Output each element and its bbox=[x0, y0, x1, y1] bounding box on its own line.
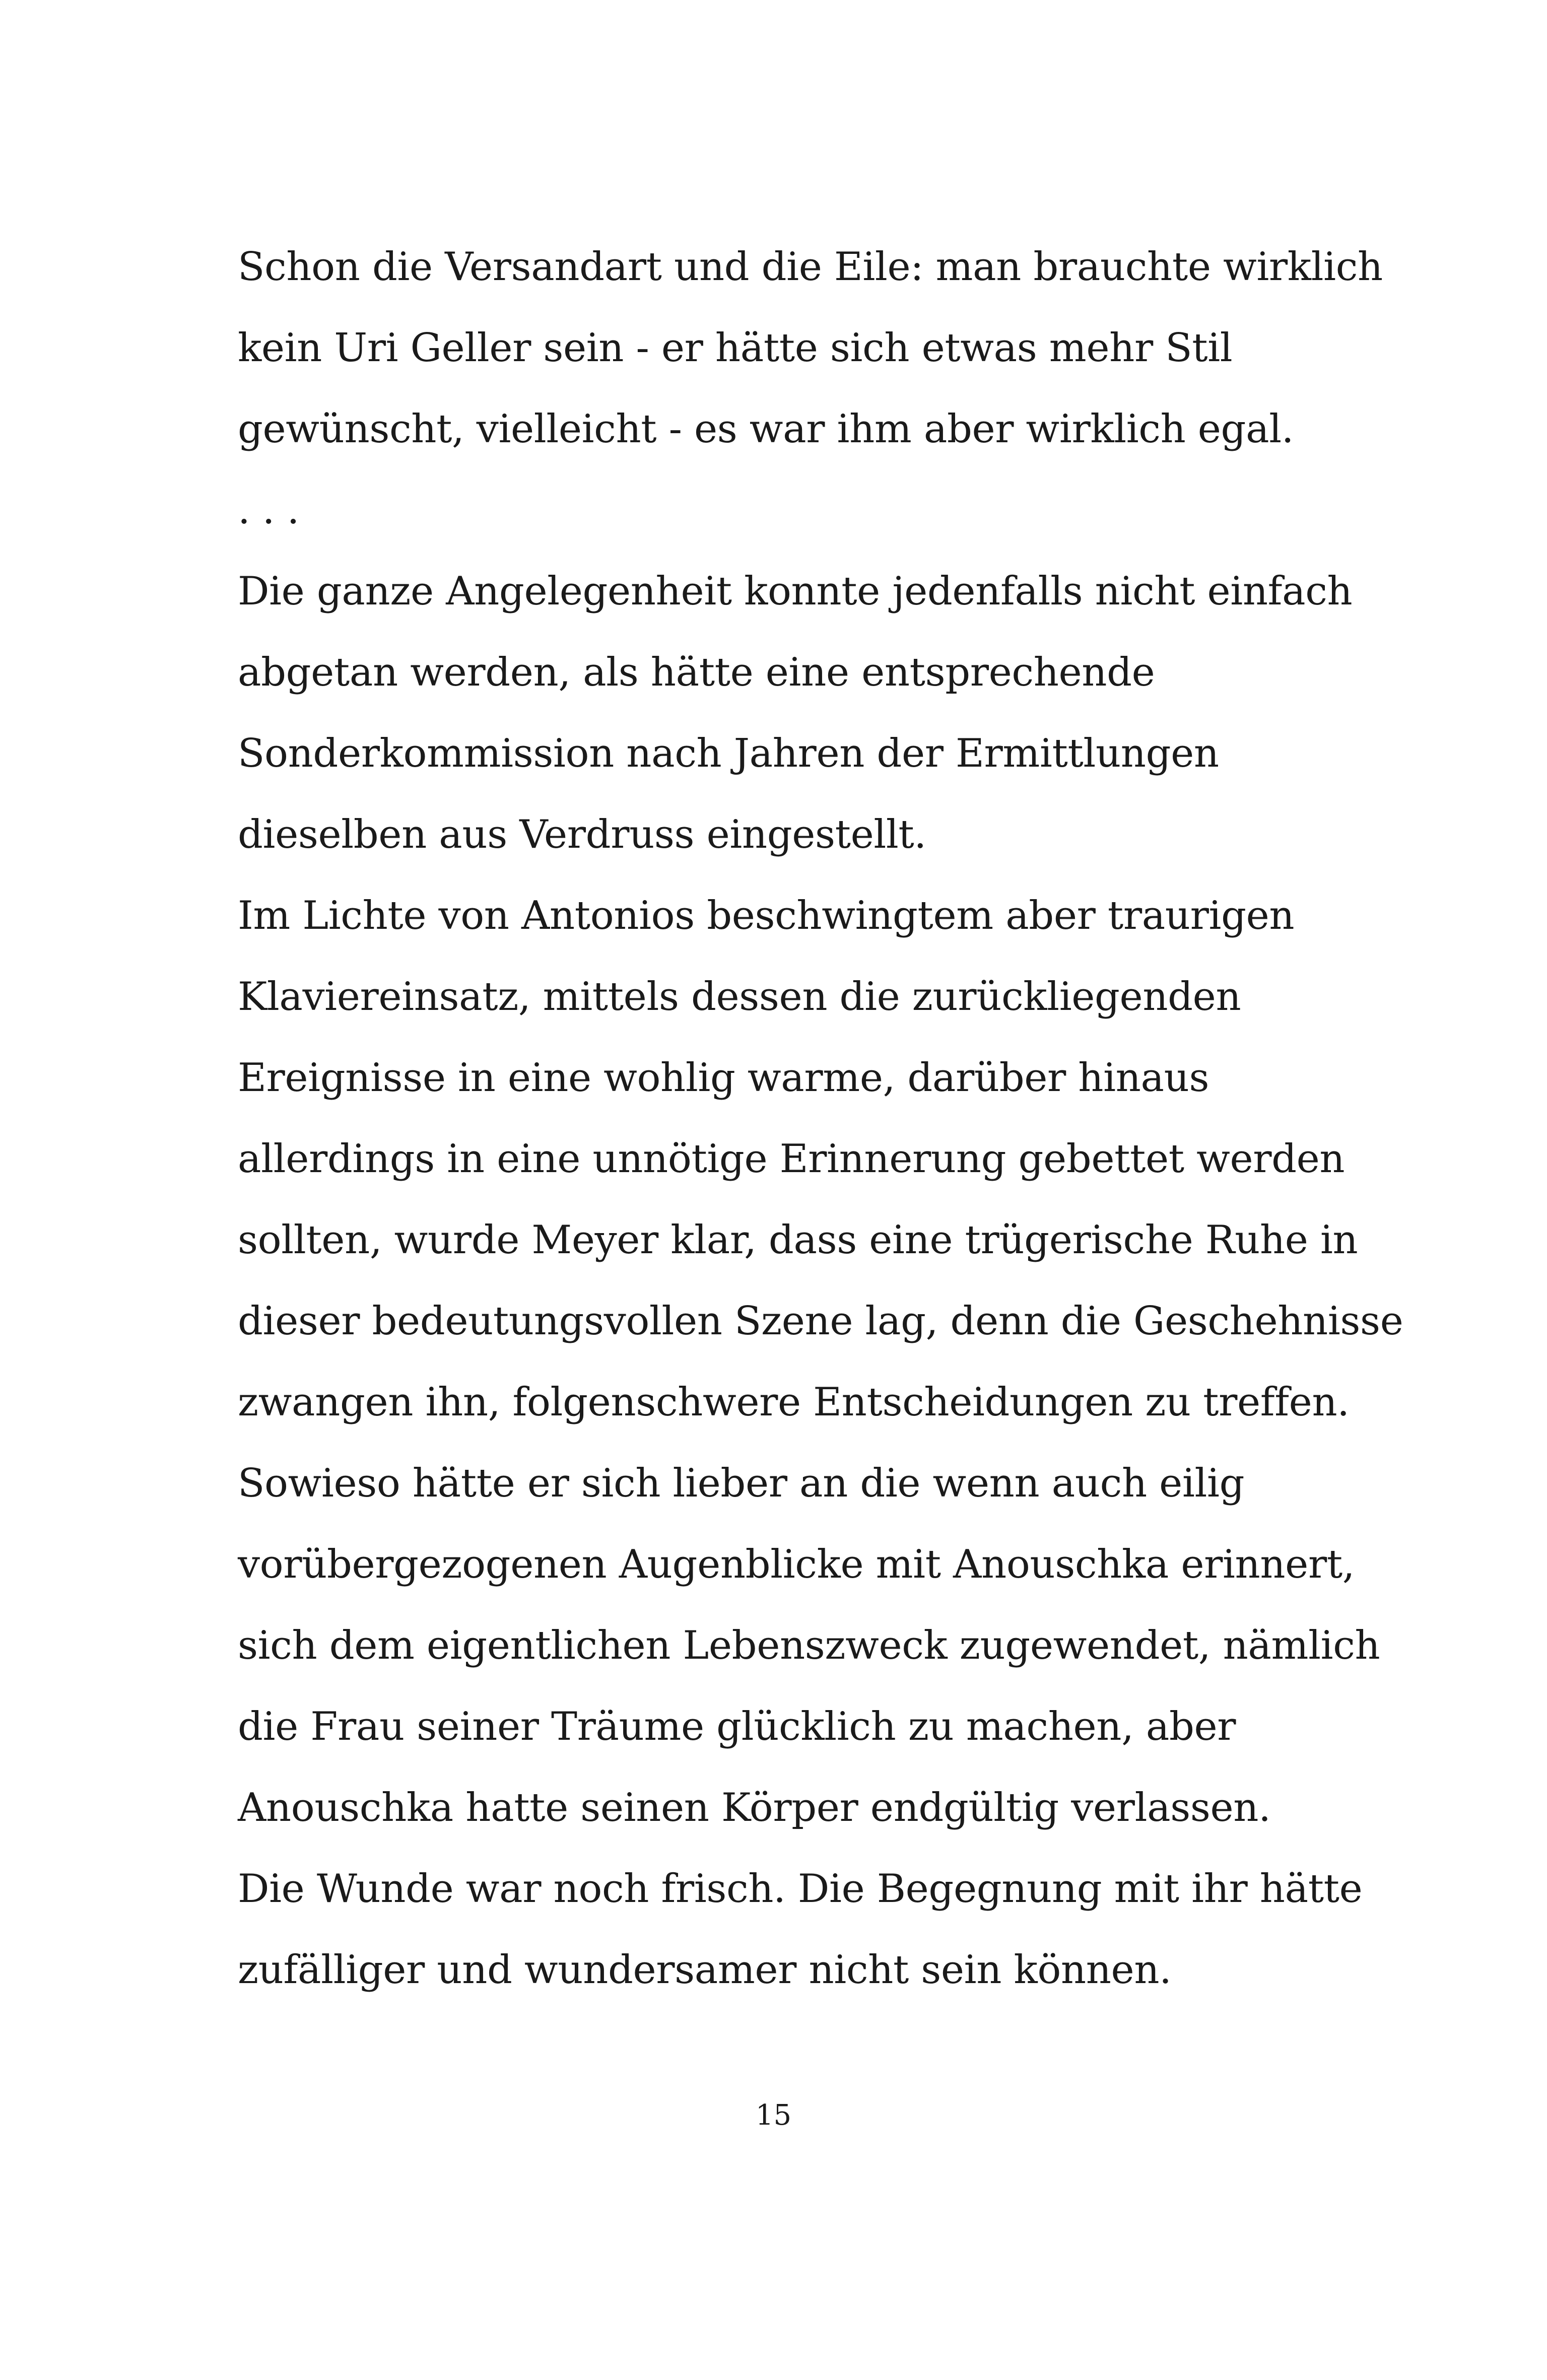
text-line: kein Uri Geller sein - er hätte sich etwas mehr Stil bbox=[238, 325, 1233, 371]
text-line: vorübergezogenen Augenblicke mit Anouschka erinnert, bbox=[238, 1542, 1355, 1587]
text-line: Die Wunde war noch frisch. Die Begegnung mit ihr hätte bbox=[238, 1866, 1363, 1912]
body-text bbox=[238, 227, 1403, 2011]
text-line: Klaviereinsatz, mittels dessen die zurückliegenden bbox=[238, 974, 1241, 1019]
section-break: . . . bbox=[238, 488, 299, 533]
text-line: Im Lichte von Antonios beschwingtem aber traurigen bbox=[238, 893, 1295, 938]
text-line: Ereignisse in eine wohlig warme, darüber hinaus bbox=[238, 1055, 1209, 1101]
text-line: die Frau seiner Träume glücklich zu machen, aber bbox=[238, 1704, 1236, 1749]
text-line: Die ganze Angelegenheit konnte jedenfalls nicht einfach bbox=[238, 569, 1353, 614]
page-number: 15 bbox=[755, 2099, 792, 2132]
text-line: Schon die Versandart und die Eile: man brauchte wirklich bbox=[238, 244, 1383, 290]
text-line: gewünscht, vielleicht - es war ihm aber wirklich egal. bbox=[238, 406, 1294, 452]
text-line: dieser bedeutungsvollen Szene lag, denn die Geschehnisse bbox=[238, 1299, 1403, 1344]
text-line: sich dem eigentlichen Lebenszweck zugewendet, nämlich bbox=[238, 1623, 1380, 1668]
text-line: zwangen ihn, folgenschwere Entscheidungen zu treffen. bbox=[238, 1380, 1350, 1425]
text-line: Anouschka hatte seinen Körper endgültig verlassen. bbox=[238, 1785, 1271, 1830]
text-line: zufälliger und wundersamer nicht sein können. bbox=[238, 1947, 1172, 1993]
text-line: Sowieso hätte er sich lieber an die wenn auch eilig bbox=[238, 1461, 1245, 1506]
text-line: dieselben aus Verdruss eingestellt. bbox=[238, 812, 926, 857]
text-line: allerdings in eine unnötige Erinnerung gebettet werden bbox=[238, 1136, 1345, 1182]
text-line: abgetan werden, als hätte eine entsprechende bbox=[238, 650, 1155, 695]
text-line: Sonderkommission nach Jahren der Ermittlungen bbox=[238, 731, 1219, 776]
text-line: sollten, wurde Meyer klar, dass eine trügerische Ruhe in bbox=[238, 1217, 1358, 1263]
